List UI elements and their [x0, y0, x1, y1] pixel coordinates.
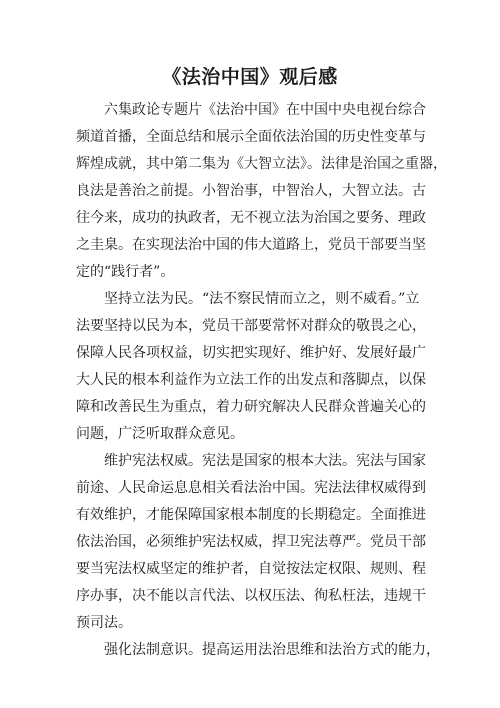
paragraph-line: 强化法制意识。提高运用法治思维和法治方式的能力，: [104, 642, 440, 658]
paragraph-line: 辉煌成就，其中第二集为《大智立法》。法律是治国之重器，: [76, 156, 447, 172]
paragraph-line: 障和改善民生为重点，着力研究解决人民群众普遍关心的: [76, 399, 426, 415]
paragraph-line: 问题，广泛听取群众意见。: [76, 426, 244, 442]
paragraph-line: 六集政论专题片《法治中国》在中国中央电视台综合: [104, 102, 426, 118]
document-title: 《法治中国》观后感: [162, 66, 338, 88]
paragraph-line: 大人民的根本利益作为立法工作的出发点和落脚点，以保: [76, 372, 426, 388]
paragraph-line: 良法是善治之前提。小智治事，中智治人，大智立法。古: [76, 183, 426, 199]
paragraph-line: 有效维护，才能保障国家根本制度的长期稳定。全面推进: [76, 507, 426, 523]
paragraph-line: 要当宪法权威坚定的维护者，自觉按法定权限、规则、程: [76, 561, 426, 577]
paragraph-line: 保障人民各项权益，切实把实现好、维护好、发展好最广: [76, 345, 426, 361]
paragraph-line: 频道首播，全面总结和展示全面依法治国的历史性变革与: [76, 129, 426, 145]
paragraph-line: 往今来，成功的执政者，无不视立法为治国之要务、理政: [76, 210, 426, 226]
paragraph-line: 预司法。: [76, 615, 132, 631]
paragraph-line: 之圭臬。在实现法治中国的伟大道路上，党员干部要当坚: [76, 237, 426, 253]
paragraph-line: 坚持立法为民。“法不察民情而立之，则不威看。”立: [104, 291, 420, 307]
paragraph-line: 维护宪法权威。宪法是国家的根本大法。宪法与国家: [104, 453, 426, 469]
paragraph-line: 序办事，决不能以言代法、以权压法、徇私枉法，违规干: [76, 588, 426, 604]
paragraph-line: 前途、人民命运息息相关看法治中国。宪法法律权威得到: [76, 480, 426, 496]
paragraph-line: 依法治国，必须维护宪法权威，捍卫宪法尊严。党员干部: [76, 534, 426, 550]
paragraph-line: 定的“践行者”。: [76, 264, 175, 280]
paragraph-line: 法要坚持以民为本，党员干部要常怀对群众的敬畏之心，: [76, 318, 426, 334]
